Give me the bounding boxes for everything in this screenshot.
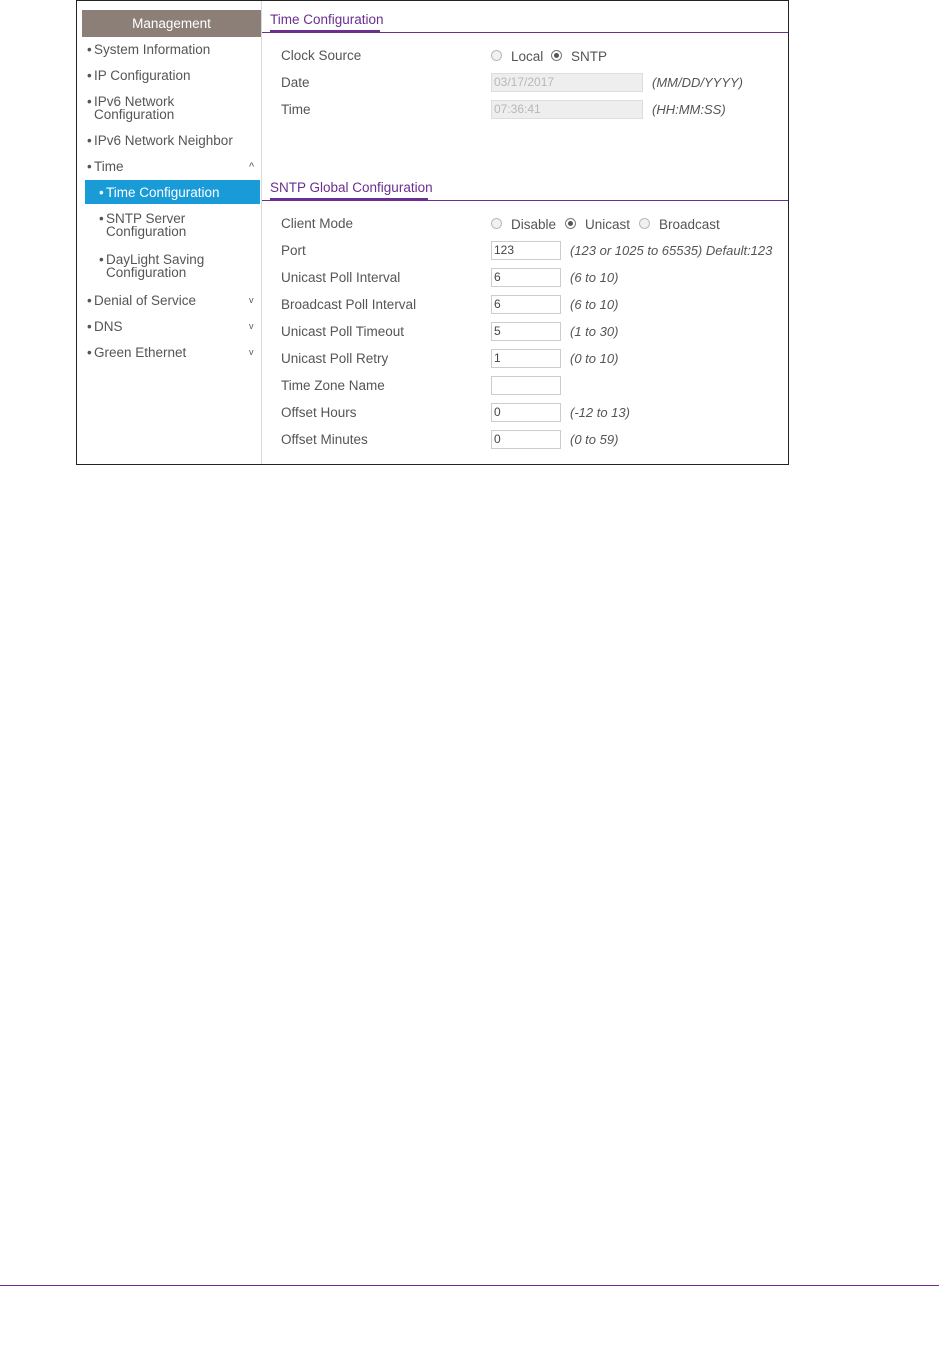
sidebar-item-ipv6-network-configuration[interactable]: • IPv6 Network Configuration <box>87 94 175 122</box>
unicast-poll-interval-label: Unicast Poll Interval <box>281 270 401 285</box>
sidebar-item-daylight-saving-configuration[interactable]: • DayLight Saving Configuration <box>99 252 205 280</box>
screenshot-frame <box>76 0 789 465</box>
time-format-hint: (HH:MM:SS) <box>652 102 726 117</box>
unicast-poll-timeout-hint: (1 to 30) <box>570 324 619 339</box>
bullet-icon: • <box>87 94 92 109</box>
sidebar-header: Management <box>82 10 261 37</box>
date-format-hint: (MM/DD/YYYY) <box>652 75 743 90</box>
clock-source-local-label: Local <box>511 49 544 64</box>
bullet-icon: • <box>87 133 92 148</box>
client-mode-disable-radio[interactable] <box>491 218 502 229</box>
broadcast-poll-interval-label: Broadcast Poll Interval <box>281 297 417 312</box>
bullet-icon: • <box>99 184 104 200</box>
client-mode-unicast-radio[interactable] <box>565 218 576 229</box>
unicast-poll-retry-label: Unicast Poll Retry <box>281 351 389 366</box>
port-input[interactable]: 123 <box>491 241 561 260</box>
sidebar-item-sntp-server-configuration[interactable]: • SNTP Server Configuration <box>99 211 187 239</box>
chevron-down-icon[interactable]: v <box>249 321 254 331</box>
date-label: Date <box>281 75 310 90</box>
chevron-up-icon[interactable]: ^ <box>249 161 255 173</box>
bullet-icon: • <box>87 319 92 334</box>
clock-source-sntp-radio[interactable] <box>551 50 562 61</box>
bullet-icon: • <box>87 159 92 174</box>
section-divider <box>262 32 788 33</box>
sidebar-item-ip-configuration[interactable]: • IP Configuration <box>87 68 191 83</box>
offset-minutes-label: Offset Minutes <box>281 432 368 447</box>
sidebar-item-time[interactable]: • Time <box>87 159 124 174</box>
bullet-icon: • <box>87 68 92 83</box>
sidebar-item-time-configuration[interactable]: • Time Configuration <box>85 180 260 204</box>
date-field[interactable]: 03/17/2017 <box>491 73 643 92</box>
offset-minutes-hint: (0 to 59) <box>570 432 619 447</box>
sidebar <box>77 1 262 464</box>
time-label: Time <box>281 102 311 117</box>
unicast-poll-timeout-input[interactable]: 5 <box>491 322 561 341</box>
chevron-down-icon[interactable]: v <box>249 347 254 357</box>
sidebar-item-system-information[interactable]: • System Information <box>87 42 211 57</box>
port-label: Port <box>281 243 306 258</box>
time-configuration-section-title: Time Configuration <box>270 12 384 27</box>
sidebar-item-green-ethernet[interactable]: • Green Ethernet <box>87 345 187 360</box>
bullet-icon: • <box>99 211 104 226</box>
broadcast-poll-interval-input[interactable]: 6 <box>491 295 561 314</box>
time-zone-name-input[interactable] <box>491 376 561 395</box>
sidebar-item-ipv6-network-neighbor[interactable]: • IPv6 Network Neighbor <box>87 133 233 148</box>
broadcast-poll-interval-hint: (6 to 10) <box>570 297 619 312</box>
offset-hours-hint: (-12 to 13) <box>570 405 630 420</box>
unicast-poll-retry-input[interactable]: 1 <box>491 349 561 368</box>
sidebar-item-denial-of-service[interactable]: • Denial of Service <box>87 293 197 308</box>
client-mode-broadcast-label: Broadcast <box>659 217 720 232</box>
client-mode-unicast-label: Unicast <box>585 217 631 232</box>
offset-hours-label: Offset Hours <box>281 405 357 420</box>
chevron-down-icon[interactable]: v <box>249 295 254 305</box>
page-footer-rule <box>0 1285 939 1286</box>
client-mode-broadcast-radio[interactable] <box>639 218 650 229</box>
port-range-hint: (123 or 1025 to 65535) Default:123 <box>570 243 773 258</box>
client-mode-disable-label: Disable <box>511 217 557 232</box>
time-field[interactable]: 07:36:41 <box>491 100 643 119</box>
clock-source-label: Clock Source <box>281 48 362 63</box>
bullet-icon: • <box>87 293 92 308</box>
main-content <box>262 1 788 464</box>
time-zone-name-label: Time Zone Name <box>281 378 385 393</box>
clock-source-sntp-label: SNTP <box>571 49 608 64</box>
bullet-icon: • <box>87 345 92 360</box>
section-divider <box>262 200 788 201</box>
clock-source-local-radio[interactable] <box>491 50 502 61</box>
bullet-icon: • <box>99 252 104 267</box>
unicast-poll-timeout-label: Unicast Poll Timeout <box>281 324 405 339</box>
unicast-poll-interval-input[interactable]: 6 <box>491 268 561 287</box>
unicast-poll-interval-hint: (6 to 10) <box>570 270 619 285</box>
offset-hours-input[interactable]: 0 <box>491 403 561 422</box>
sidebar-item-dns[interactable]: • DNS <box>87 319 123 334</box>
bullet-icon: • <box>87 42 92 57</box>
offset-minutes-input[interactable]: 0 <box>491 430 561 449</box>
client-mode-label: Client Mode <box>281 216 354 231</box>
unicast-poll-retry-hint: (0 to 10) <box>570 351 619 366</box>
sntp-global-configuration-section-title: SNTP Global Configuration <box>270 180 433 195</box>
